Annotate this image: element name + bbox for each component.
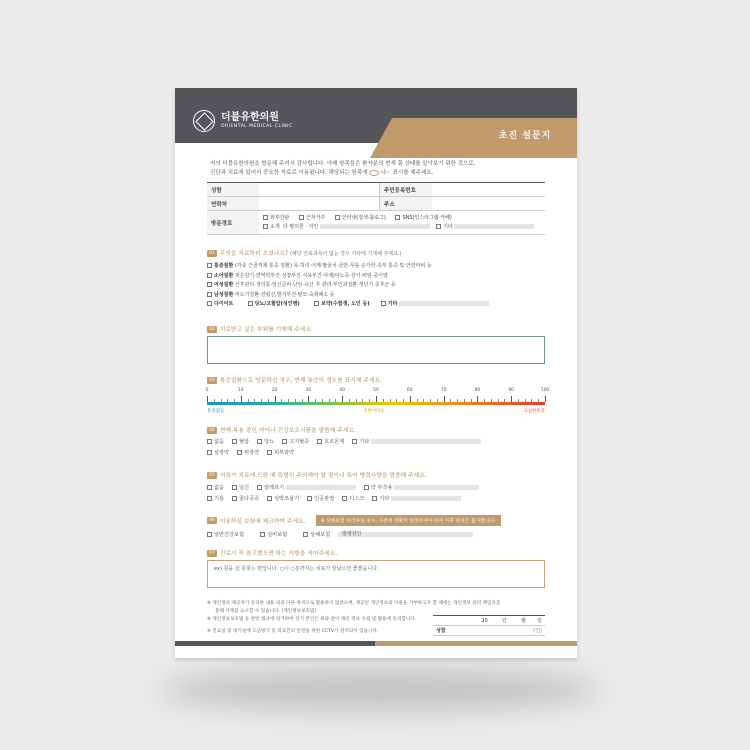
- question-2-text: 치료받고 싶은 부위를 기재해 주세요.: [219, 327, 313, 333]
- pain-scale-tick-label: 50: [373, 388, 379, 393]
- q1-other-label: 기타: [387, 301, 398, 307]
- q4-heart-label: 심장약: [214, 450, 230, 456]
- path-near-label: 근처거주: [305, 214, 326, 221]
- clinic-name: 더블유한의원: [221, 112, 279, 123]
- path-referral-label: 소개: [270, 223, 280, 230]
- q5-side-effect-label: 약 부작용: [370, 485, 393, 491]
- pain-scale-tick: [417, 399, 418, 402]
- pain-scale-tick-label: 100: [540, 388, 550, 393]
- question-7-number: 07: [209, 551, 215, 556]
- pain-scale-tick: [248, 399, 249, 402]
- q4-hormone-label: 호르몬제: [324, 439, 345, 445]
- q1-checkbox-diet[interactable]: [207, 301, 212, 306]
- pain-scale-tick: [322, 399, 323, 402]
- path-sign-label: 외부간판: [270, 214, 290, 221]
- q4-checkbox-hormone[interactable]: [317, 439, 322, 444]
- form-title: 초진 설문지: [498, 131, 552, 141]
- question-4-number: 04: [209, 428, 215, 433]
- question-1-number: 01: [209, 251, 215, 256]
- q4-lipid-label: 고지혈증: [289, 439, 310, 445]
- pain-scale-tick: [403, 399, 404, 402]
- q6-injury-label: 상해보험: [310, 532, 331, 538]
- pain-scale-tick: [498, 399, 499, 402]
- path-checkbox-sns[interactable]: [395, 215, 400, 220]
- q1-female-label: 여성질환: [214, 282, 234, 288]
- q6-cause-input[interactable]: [338, 532, 473, 537]
- pain-low-label: 통증없음: [207, 409, 225, 414]
- q1-checkbox-male[interactable]: [207, 292, 212, 297]
- address-field[interactable]: [432, 197, 545, 211]
- pain-scale-tick: [518, 399, 519, 402]
- id-number-field[interactable]: [432, 183, 545, 197]
- pain-scale-tick: [207, 396, 208, 402]
- q4-other-input[interactable]: [371, 439, 481, 444]
- pain-scale-tick: [308, 396, 309, 402]
- pain-scale-tick: [275, 396, 276, 402]
- q5-other-label: 기타: [379, 496, 390, 502]
- pain-scale-tick: [477, 396, 478, 402]
- q5-pneumothorax-label: 기흉: [214, 496, 225, 502]
- q5-checkbox-osteoporosis[interactable]: [232, 496, 237, 501]
- clinic-subtitle: ORIENTAL MEDICAL CLINIC: [221, 124, 293, 129]
- pain-mid-label: 생활어려운: [363, 409, 385, 414]
- q4-checkbox-other[interactable]: [352, 439, 357, 444]
- pain-scale-tick: [396, 399, 397, 402]
- question-4: [207, 425, 356, 434]
- pain-scale-tick: [342, 396, 343, 402]
- pain-scale-tick: [545, 396, 546, 402]
- pain-high-label: 극심한통증: [523, 409, 545, 414]
- id-number-label: 주민등록번호: [380, 183, 432, 197]
- question-1-note: (해당 진료과목이 없는 경우 기타에 기재해 주세요.): [289, 251, 402, 257]
- q5-osteoporosis-label: 골다공증: [239, 496, 260, 502]
- consent-notice: ※ 개인정보보호법 등 관련 법규에 의거하여 상기 본인은 위와 같이 개인 정보 수집 및 활용에 동의합니다.: [207, 617, 417, 622]
- circle-mark-icon: [369, 170, 379, 176]
- q1-checkbox-adult[interactable]: [248, 301, 253, 306]
- question-1: [207, 248, 402, 257]
- pain-scale-tick: [471, 399, 472, 402]
- q6-health-label: 일반건강보험: [214, 532, 245, 538]
- q5-checkbox-joint[interactable]: [307, 496, 312, 501]
- pain-scale-tick: [383, 399, 384, 402]
- signature-name-label: 성함: [436, 628, 446, 634]
- intro-line-2: 진단과 치료에 있어서 중요한 자료로 이용됩니다. 해당되는 항목에: [210, 170, 368, 176]
- pain-scale-tick-label: 70: [440, 388, 447, 393]
- q1-other-input[interactable]: [399, 301, 489, 306]
- pain-gradient-bar: [207, 402, 545, 405]
- q1-adult-label: 당뇨/고혈압(성인병): [254, 301, 300, 307]
- q1-options: [207, 262, 552, 310]
- pain-scale-tick: [241, 396, 242, 402]
- q1-checkbox-child[interactable]: [207, 273, 212, 278]
- intro-text: [210, 160, 560, 178]
- page-shadow: [160, 670, 600, 710]
- q5-disc-label: 디스크: [349, 496, 365, 502]
- pain-scale-tick: [504, 399, 505, 402]
- pain-scale-tick: [390, 399, 391, 402]
- question-4-text: 현재 복용 중인 약이나 건강보조식품을 말씀해 주세요.: [219, 428, 356, 434]
- pain-scale-tick-label: 10: [237, 388, 244, 393]
- signature-name-row[interactable]: [433, 626, 545, 636]
- pain-scale-tick-label: 80: [474, 388, 481, 393]
- q6-cause-label: 발병원인: [342, 531, 362, 537]
- q5-side-effect-input[interactable]: [394, 485, 479, 490]
- address-label: 주소: [380, 197, 432, 211]
- pain-scale-tick: [254, 399, 255, 402]
- pain-scale[interactable]: [205, 382, 550, 416]
- pain-scale-tick: [491, 399, 492, 402]
- path-checkbox-other[interactable]: [436, 224, 441, 229]
- treatment-area-input[interactable]: [207, 336, 545, 364]
- q1-pain-desc: (각종 근골격계 통증 질환) 목·허리·어깨·팔꿈치·골반·무릎·손가락·족부 통증 및 안면마비 등: [234, 263, 432, 269]
- pain-scale-tick: [362, 399, 363, 402]
- phone-field[interactable]: [259, 197, 380, 211]
- pain-scale-tick: [376, 396, 377, 402]
- pain-scale-tick: [444, 396, 445, 402]
- footer-band-accent: [375, 641, 577, 646]
- q1-tonic-label: 보약(수험생, 노인 등): [321, 301, 370, 307]
- q1-pain-label: 통증질환: [214, 263, 234, 269]
- q1-checkbox-pain[interactable]: [207, 263, 212, 268]
- question-7: [207, 548, 337, 557]
- pain-scale-tick: [214, 399, 215, 402]
- q1-checkbox-other[interactable]: [381, 301, 386, 306]
- cctv-notice: ※ 진료실 및 대기실에 도난방지 및 의료진의 안전을 위한 CCTV가 설치되어 있습니다.: [207, 629, 379, 634]
- pain-scale-tick-label: 20: [271, 388, 278, 393]
- question-5: [207, 470, 427, 479]
- question-6: [207, 515, 501, 526]
- pain-scale-tick: [227, 399, 228, 402]
- pain-scale-tick: [315, 399, 316, 402]
- q1-child-label: 소아질환: [214, 272, 234, 279]
- question-5-text: 저희가 치료에 드릴 때 특별히 주의해야 할 점이나 특이 병력사항을 말씀해 주세요.: [219, 473, 427, 479]
- q4-checkbox-lipid[interactable]: [282, 439, 287, 444]
- path-other-input[interactable]: [454, 224, 534, 229]
- question-3-number: 03: [209, 378, 215, 383]
- visit-path-label: 방문경로: [207, 211, 259, 235]
- pain-scale-tick: [288, 399, 289, 402]
- pain-scale-tick: [525, 399, 526, 402]
- path-sns-label: SNS(인스타그램·카페): [402, 214, 452, 221]
- survey-sheet: [175, 88, 577, 658]
- q6-indemnity-label: 실비보험: [267, 532, 288, 538]
- q4-checkbox-derm[interactable]: [267, 450, 272, 455]
- q5-allergy-input[interactable]: [286, 485, 356, 490]
- q5-checkbox-none[interactable]: [207, 485, 212, 490]
- pain-scale-tick: [281, 399, 282, 402]
- pain-scale-tick-label: 60: [406, 388, 413, 393]
- clinic-emblem-icon: [193, 110, 215, 132]
- name-field[interactable]: [259, 183, 380, 197]
- q4-checkbox-stomach[interactable]: [237, 450, 242, 455]
- intro-line-2-end: 표시를 해주세요.: [392, 170, 434, 176]
- q5-checkbox-pregnant[interactable]: [232, 485, 237, 490]
- q1-male-label: 남성질환: [214, 291, 234, 298]
- q1-child-desc: 잦은감기·면역력부진·성장부진·식욕부진·야제/야뇨증·감기·비염·중이염: [234, 272, 388, 279]
- notes-example: ex) 침을 잘 못찾는 편입니다. ○시 ○분까지는 치료가 끝났으면 좋겠습니다.: [214, 566, 379, 572]
- footer-band-dark: [175, 641, 375, 646]
- check-mark-icon: ✓: [386, 170, 391, 176]
- day-label: 일: [537, 618, 542, 624]
- pain-scale-tick: [295, 399, 296, 402]
- question-1-text: 무엇을 치료하러 오셨나요?: [219, 251, 289, 257]
- injury-insurance-notice: ※ 상해보험 처리하실 경우, 사전에 정확히 알려주셔야 하며 차후 변경은 불가합니다.: [316, 515, 501, 526]
- visit-path-options: [259, 211, 545, 235]
- seal-label: (인): [533, 628, 542, 634]
- q4-none-label: 없음: [214, 439, 225, 445]
- q5-checkbox-other[interactable]: [372, 496, 377, 501]
- year-label: 년: [502, 618, 507, 624]
- pain-scale-tick: [430, 399, 431, 402]
- path-checkbox-referral[interactable]: [263, 224, 268, 229]
- phone-label: 연락처: [207, 197, 259, 211]
- pain-scale-tick: [423, 399, 424, 402]
- q5-row-1: [207, 484, 487, 491]
- privacy-notice: ※ 개인정보 제공자가 동의한 내용 외의 다른 목적으로 활용하지 않았으며, 제공된 개인정보의 이용을 거부하고자 할 때에는 개인정보 관리 책임자를: [207, 601, 501, 606]
- path-internet-label: 인터넷(검색·블로그): [341, 214, 386, 221]
- pain-scale-tick: [221, 399, 222, 402]
- pain-scale-tick: [268, 399, 269, 402]
- patient-info-table: [207, 182, 545, 235]
- path-checkbox-internet[interactable]: [335, 215, 340, 220]
- question-7-text: 진료시 꼭 참고했으면 하는 사항을 적어주세요.: [219, 551, 338, 557]
- q4-checkbox-heart[interactable]: [207, 450, 212, 455]
- q6-checkbox-injury[interactable]: [303, 532, 308, 537]
- q5-checkbox-pneumothorax[interactable]: [207, 496, 212, 501]
- q5-none-label: 없음: [214, 485, 225, 491]
- q5-checkbox-disc[interactable]: [342, 496, 347, 501]
- q5-row-2: [207, 495, 469, 502]
- q4-checkbox-diabetes[interactable]: [257, 439, 262, 444]
- intro-or: 나: [380, 170, 387, 176]
- path-checkbox-sign[interactable]: [263, 215, 268, 220]
- q4-stomach-label: 위장약: [244, 450, 260, 456]
- path-checkbox-near[interactable]: [299, 215, 304, 220]
- q5-checkbox-pacemaker[interactable]: [267, 496, 272, 501]
- q5-pacemaker-label: 심박조율기: [274, 496, 300, 502]
- path-other-label: 기타: [443, 223, 453, 230]
- notes-input[interactable]: [207, 560, 545, 588]
- q6-checkbox-health[interactable]: [207, 532, 212, 537]
- pain-scale-tick: [538, 399, 539, 402]
- q4-other-label: 기타: [359, 439, 370, 445]
- pain-scale-tick: [234, 399, 235, 402]
- month-label: 월: [521, 618, 527, 624]
- q5-joint-label: 인공관절: [314, 496, 335, 502]
- pain-scale-tick: [356, 399, 357, 402]
- q4-checkbox-none[interactable]: [207, 439, 212, 444]
- q6-options: [207, 531, 473, 538]
- q4-row-1: [207, 438, 489, 445]
- name-label: 성함: [207, 183, 259, 197]
- pain-scale-tick: [369, 399, 370, 402]
- pain-scale-tick-label: 40: [339, 388, 346, 393]
- pain-scale-tick: [450, 399, 451, 402]
- pain-scale-tick: [531, 399, 532, 402]
- signature-block: [433, 615, 545, 636]
- pain-scale-tick: [464, 399, 465, 402]
- q1-male-desc: 비뇨기질환·전립선,발기부전·탈모·숙취해소 등: [234, 291, 335, 298]
- question-6-text: 이용하실 보험에 체크하여 주세요.: [219, 519, 306, 525]
- pain-scale-tick-label: 90: [508, 388, 515, 393]
- pain-scale-tick: [302, 399, 303, 402]
- year-prefix: 20: [481, 618, 488, 624]
- q6-checkbox-indemnity[interactable]: [260, 532, 265, 537]
- question-2: [207, 324, 313, 333]
- q4-checkbox-bp[interactable]: [232, 439, 237, 444]
- question-6-number: 06: [209, 518, 215, 523]
- pain-scale-tick-label: 30: [305, 388, 312, 393]
- q4-derm-label: 피부과약: [274, 450, 295, 456]
- pain-scale-tick: [349, 399, 350, 402]
- q1-diet-label: 다이어트: [214, 301, 234, 307]
- question-5-number: 05: [209, 473, 215, 478]
- question-2-number: 02: [209, 327, 215, 332]
- q4-bp-label: 혈압: [239, 439, 250, 445]
- q4-row-2: [207, 449, 302, 456]
- q5-other-input[interactable]: [391, 496, 461, 501]
- intro-line-1: 저의 더블유한의원을 방문해 주셔서 감사합니다. 아래 항목들은 환자분의 현재 몸 상태를 알아보기 위한 것으로,: [210, 161, 476, 167]
- q5-checkbox-side-effect[interactable]: [364, 485, 369, 490]
- pain-scale-tick: [457, 399, 458, 402]
- pain-scale-tick: [410, 396, 411, 402]
- clinic-logo: [193, 110, 293, 132]
- pain-scale-tick: [437, 399, 438, 402]
- referral-input[interactable]: [320, 224, 430, 229]
- pain-scale-tick: [261, 399, 262, 402]
- pain-scale-tick: [484, 399, 485, 402]
- path-referral-value: 타 병의원 · 지인: [282, 223, 319, 230]
- q1-female-desc: 산후관리·생리통·임신준비·난임·유산 후 관리·부인과질환·갱년기 증후군 등: [234, 282, 396, 288]
- q5-checkbox-allergy[interactable]: [257, 485, 262, 490]
- question-3-text: 통증질환으로 방문하신 경우, 현재 통증의 정도를 표시해 주세요.: [219, 378, 382, 384]
- privacy-notice-cont: 통해 삭제를 요구할 수 있습니다. [개인정보보호법]: [215, 609, 317, 614]
- pain-scale-tick: [335, 399, 336, 402]
- signature-date[interactable]: [433, 616, 545, 626]
- pain-scale-tick-label: 0: [205, 388, 209, 393]
- q5-allergy-label: 알레르기: [264, 485, 285, 491]
- q1-checkbox-tonic[interactable]: [314, 301, 319, 306]
- pain-scale-tick: [329, 399, 330, 402]
- q4-diabetes-label: 당뇨: [264, 439, 275, 445]
- pain-scale-tick: [511, 396, 512, 402]
- q1-checkbox-female[interactable]: [207, 282, 212, 287]
- q5-pregnant-label: 임신: [239, 485, 250, 491]
